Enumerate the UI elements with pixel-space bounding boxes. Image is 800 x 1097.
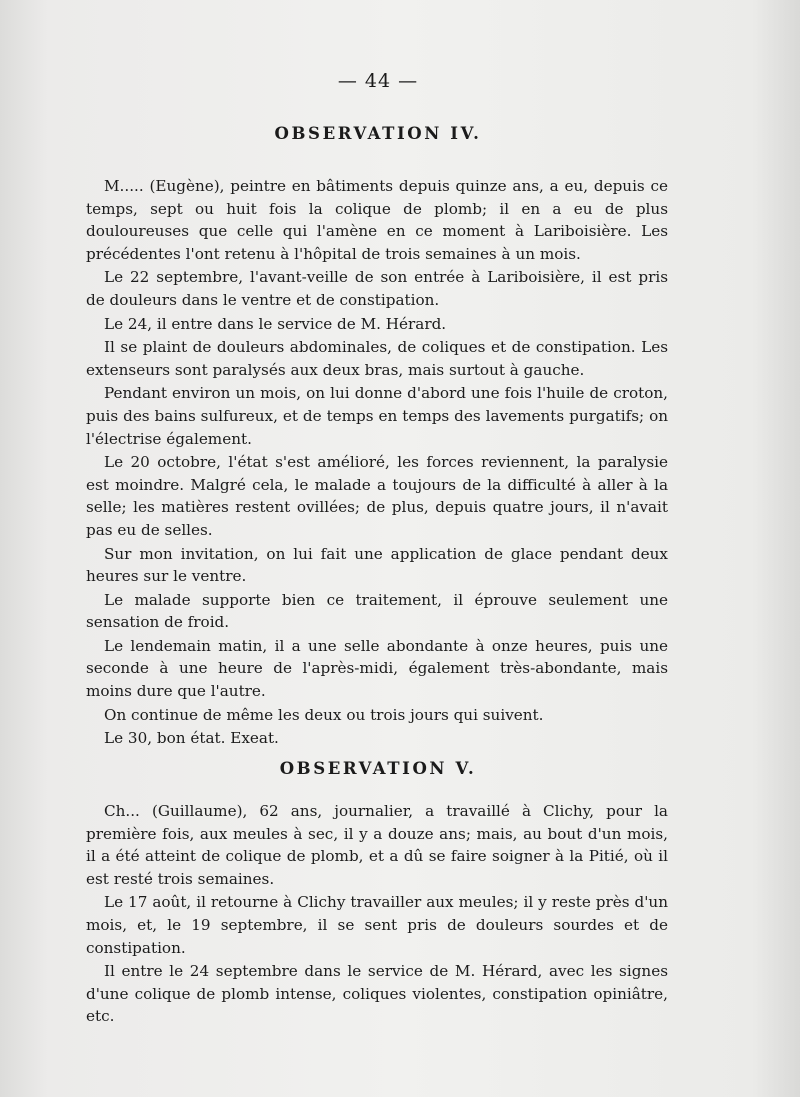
paragraph: Le 30, bon état. Exeat. <box>104 729 279 748</box>
paragraph: Il se plaint de douleurs abdominales, de coliques et de constipation. Les extenseurs sont paralysés aux deux bras, mais surtout à gauche. <box>86 338 668 379</box>
observation-iv-heading: OBSERVATION IV. <box>274 124 482 143</box>
paragraph: Le 24, il entre dans le service de M. Hérard. <box>104 314 447 333</box>
paragraph: Ch... (Guillaume), 62 ans, journalier, a travaillé à Clichy, pour la première fois, aux meules à sec, il y a douze ans; mais, au bout d'un mois, il a été atteint de colique de plomb, et a dû se faire soigner à la Pitié, où il est resté trois semaines. <box>86 802 668 888</box>
paragraph: Il entre le 24 septembre dans le service de M. Hérard, avec les signes d'une colique de plomb intense, coliques violentes, constipation opiniâtre, etc. <box>86 962 668 1026</box>
observation-iv-body <box>86 175 668 750</box>
paragraph: Pendant environ un mois, on lui donne d'abord une fois l'huile de croton, puis des bains sulfureux, et de temps en temps des lavements purgatifs; on l'électrise également. <box>86 384 668 448</box>
page-number: — 44 — <box>337 70 419 92</box>
paragraph: Le lendemain matin, il a une selle abondante à onze heures, puis une seconde à une heure de l'après-midi, également très-abondante, mais moins dure que l'autre. <box>86 636 668 701</box>
paragraph: On continue de même les deux ou trois jours qui suivent. <box>104 705 544 724</box>
paragraph: Le 17 août, il retourne à Clichy travailler aux meules; il y reste près d'un mois, et, le 19 septembre, il se sent pris de douleurs sourdes et de constipation. <box>86 893 668 957</box>
paragraph: Le 20 octobre, l'état s'est amélioré, les forces reviennent, la paralysie est moindre. Malgré cela, le malade a toujours de la difficulté à aller à la selle; les matières restent ovillées; de plus, depuis quatre jours, il n'avait pas eu de selles. <box>86 453 668 539</box>
observation-v-body <box>86 800 668 1028</box>
paragraph: Sur mon invitation, on lui fait une application de glace pendant deux heures sur le ventre. <box>86 544 668 586</box>
paragraph: M..... (Eugène), peintre en bâtiments depuis quinze ans, a eu, depuis ce temps, sept ou huit fois la colique de plomb; il en a eu de plus douloureuses que celle qui l'amène en ce moment à Lariboisière. Les précédentes l'ont retenu à l'hôpital de trois semaines à un mois. <box>86 177 668 263</box>
paragraph: Le 22 septembre, l'avant-veille de son entrée à Lariboisière, il est pris de douleurs dans le ventre et de constipation. <box>86 268 668 309</box>
observation-v-heading: OBSERVATION V. <box>279 759 477 778</box>
paragraph: Le malade supporte bien ce traitement, il éprouve seulement une sensation de froid. <box>86 590 668 632</box>
